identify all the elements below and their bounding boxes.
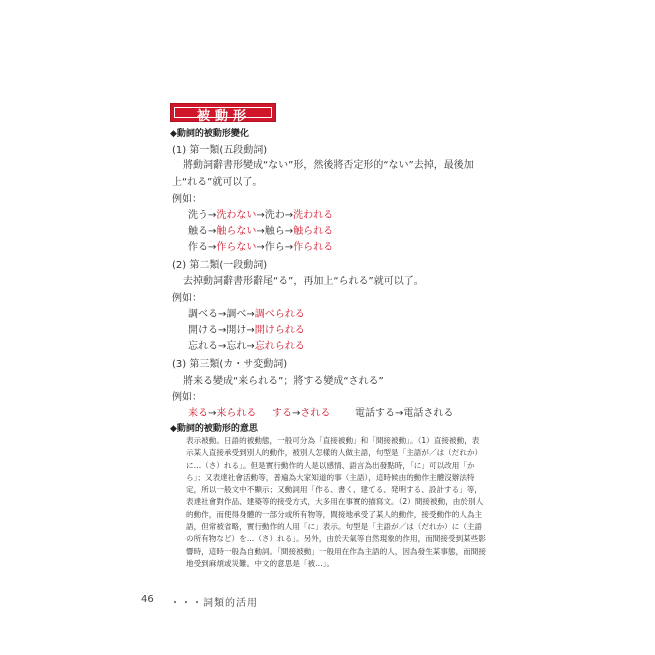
conj-passive: 忘れられる — [254, 341, 305, 352]
group2-example-label: 例如： — [172, 293, 202, 304]
conj-base: 電話する — [355, 408, 395, 419]
conj-passive: 洗われる — [293, 210, 334, 221]
conj-base: 来る — [188, 408, 208, 419]
group3-heading: (3) 第三類(カ・サ変動詞) — [172, 359, 288, 370]
group1-row-3: 作る→作らない→作ら→作られる — [188, 242, 334, 253]
conj-passive: 電話される — [403, 408, 454, 419]
conj-passive: される — [300, 408, 331, 419]
group3-text: 將来る變成“来られる”；將する變成“される” — [183, 376, 384, 387]
conj-passive: 触られる — [293, 226, 334, 237]
group3-example-kuru: 来る→来られる — [188, 408, 257, 419]
conj-stem: 触ら — [264, 226, 285, 237]
group3-example-denwa: 電話する→電話される — [355, 408, 454, 419]
group2-row-1: 調べる→調べ→調べられる — [188, 309, 305, 320]
running-title: ・・・詞類的活用 — [170, 598, 258, 609]
group1-text-line1: 將動詞辭書形變成“ない”形，然後將否定形的“ない”去掉，最後加 — [183, 160, 474, 171]
group3-example-suru: する→される — [272, 408, 331, 419]
conj-stem: 洗わ — [264, 210, 285, 221]
conj-stem: 開け — [226, 325, 247, 336]
conj-base: する — [272, 408, 292, 419]
meaning-paragraph: 表示被動。日語的被動態，一般可分為「直接被動」和「間接被動」。（1）直接被動，表示某人直接承受到別人的動作，被別人怎樣的人做主語，句型是「主語が／は（だれか）に…（さ）れる」。但是實行動作的人是以感情、語言為出發點時，「に」可以改用「から」；又表達社會活動等，普遍為大家知道的事（主語），這時候由的動作主體沒辦法特定，所以一般文中不顯示；又動詞用「作る、書く、建てる、発明する、設計する」等，表達社會對作品、建築等的接受方式，大多用在事實的描寫文。（2）間接被動，由於別人的動作，而使得身體的一部分或所有物等，間接地承受了某人的動作，接受動作的人為主語，但常被省略，實行動作的人用「に」表示。句型是「主語が／は（だれか）に（主語の所有物など）を…（さ）れる」。另外，由於天氣等自然現象的作用，而間接受到某些影響時，這時一般為自動詞。「間接被動」一般用在作為主語的人，因為發生某事態，而間接地受到麻煩或災難。中文的意思是「被…」。 — [186, 436, 486, 568]
group2-row-2: 開ける→開け→開けられる — [188, 325, 305, 336]
conj-negative: 作らない — [216, 242, 257, 253]
conj-stem: 作ら — [264, 242, 285, 253]
conj-passive: 作られる — [293, 242, 334, 253]
section-title: 被動形 — [196, 109, 251, 124]
conj-negative: 洗わない — [216, 210, 257, 221]
heading-conjugation: ◆動詞的被動形變化 — [170, 129, 249, 139]
section-title-box — [170, 103, 276, 122]
conj-stem: 調べ — [226, 309, 247, 320]
group1-row-1: 洗う→洗わない→洗わ→洗われる — [188, 210, 334, 221]
conj-stem: 忘れ — [226, 341, 247, 352]
page-number: 46 — [141, 594, 154, 605]
conj-passive: 調べられる — [254, 309, 305, 320]
group3-example-label: 例如： — [172, 392, 202, 403]
group1-text-line2: 上“れる”就可以了。 — [172, 177, 263, 188]
conj-base: 調べる — [188, 309, 218, 320]
group2-row-3: 忘れる→忘れ→忘れられる — [188, 341, 305, 352]
group2-heading: (2) 第二類(一段動詞) — [172, 260, 268, 271]
group2-text: 去掉動詞辭書形辭尾“る”，再加上“られる”就可以了。 — [183, 276, 424, 287]
conj-passive: 開けられる — [254, 325, 305, 336]
conj-base: 開ける — [188, 325, 218, 336]
group1-heading: (1) 第一類(五段動詞) — [172, 145, 268, 156]
conj-base: 触る — [188, 226, 208, 237]
conj-negative: 触らない — [216, 226, 257, 237]
conj-base: 洗う — [188, 210, 208, 221]
conj-passive: 来られる — [216, 408, 257, 419]
conj-base: 忘れる — [188, 341, 218, 352]
heading-meaning: ◆動詞的被動形的意思 — [170, 424, 258, 434]
group1-row-2: 触る→触らない→触ら→触られる — [188, 226, 334, 237]
conj-base: 作る — [188, 242, 208, 253]
group1-example-label: 例如： — [172, 194, 202, 205]
